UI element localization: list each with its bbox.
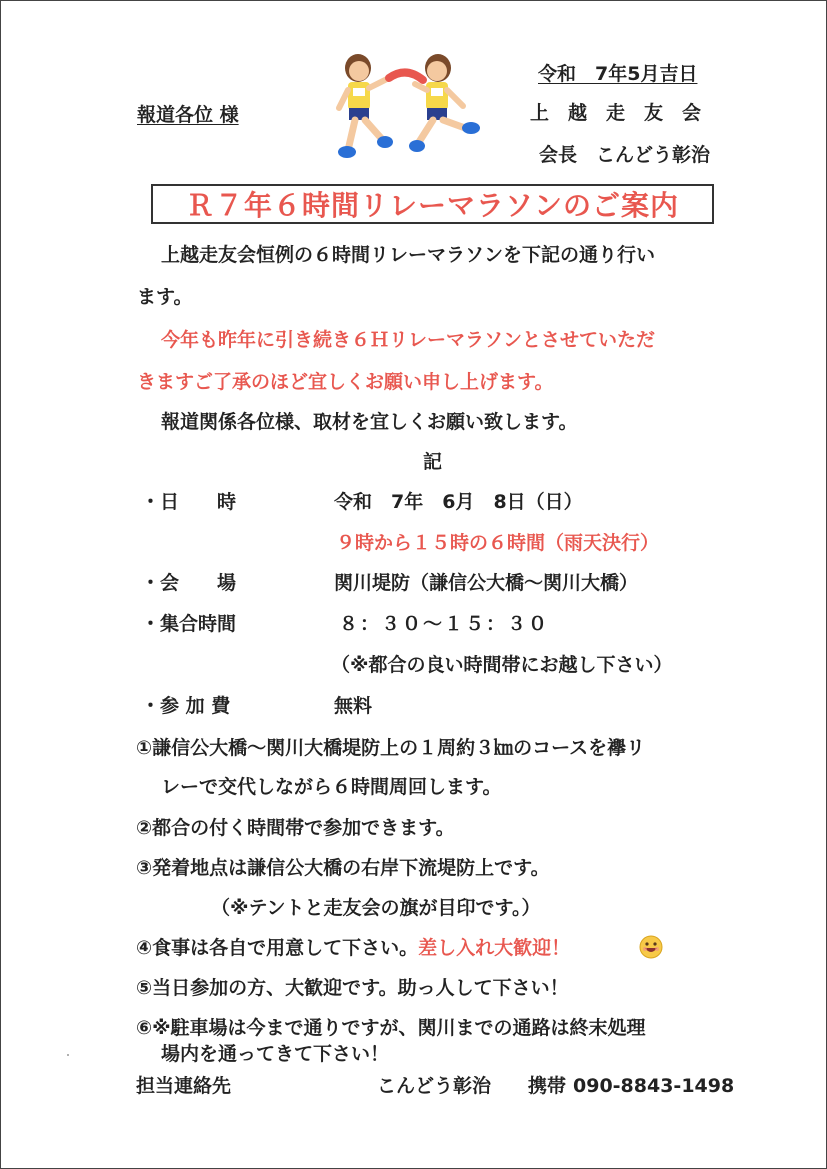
scan-speck — [67, 1054, 69, 1056]
date-value: 令和 7年 6月 8日（日） — [334, 491, 583, 513]
intro-red-line-1: 今年も昨年に引き続き６Ｈリレーマラソンとさせていただ — [161, 329, 656, 351]
contact-phone-label: 携帯 — [528, 1075, 567, 1097]
intro-line-1: 上越走友会恒例の６時間リレーマラソンを下記の通り行い — [161, 244, 656, 266]
recipient: 報道各位 様 — [137, 104, 239, 126]
venue-label: ・会 場 — [141, 572, 237, 594]
time-note: ９時から１５時の６時間（雨天決行） — [336, 532, 660, 554]
president-name: 会長 こんどう彰治 — [539, 144, 711, 166]
title-box — [151, 184, 714, 224]
fee-value: 無料 — [334, 695, 373, 717]
intro-line-2: ます。 — [137, 286, 193, 308]
note-4-red-text: 差し入れ大歓迎！ — [418, 937, 571, 959]
contact-name: こんどう彰治 — [377, 1075, 492, 1097]
note-3-sub: （※テントと走友会の旗が目印です。） — [211, 897, 541, 919]
document-title: Ｒ７年６時間リレーマラソンのご案内 — [185, 189, 679, 222]
date-label: ・日 時 — [141, 491, 237, 513]
note-2: ②都合の付く時間帯で参加できます。 — [136, 817, 455, 839]
relay-runners-illustration — [331, 46, 491, 181]
gather-value: ８：３０～１５：３０ — [339, 613, 550, 635]
note-3: ③発着地点は謙信公大橋の右岸下流堤防上です。 — [136, 857, 550, 879]
gather-label: ・集合時間 — [141, 613, 237, 635]
contact-phone: 090-8843-1498 — [573, 1075, 735, 1097]
contact-label: 担当連絡先 — [136, 1075, 232, 1097]
grinning-face-emoji-icon — [638, 934, 664, 960]
note-1-line-1: ①謙信公大橋～関川大橋堤防上の１周約３㎞のコースを襷リ — [136, 737, 646, 759]
issue-date: 令和 7年5月吉日 — [538, 63, 698, 85]
intro-red-line-2: きますご了承のほど宜しくお願い申し上げます。 — [137, 371, 554, 393]
note-5: ⑤当日参加の方、大歓迎です。助っ人して下さい！ — [136, 977, 569, 999]
note-4-text: ④食事は各自で用意して下さい。 — [136, 937, 419, 959]
note-6-line-1: ⑥※駐車場は今まで通りですが、関川までの通路は終末処理 — [136, 1017, 646, 1039]
organization-name: 上 越 走 友 会 — [530, 102, 702, 124]
note-4 — [136, 937, 570, 959]
venue-value: 関川堤防（謙信公大橋～関川大橋） — [334, 572, 639, 594]
note-6-line-2: 場内を通ってきて下さい！ — [161, 1043, 390, 1065]
note-1-line-2: レーで交代しながら６時間周回します。 — [161, 776, 502, 798]
ki-heading: 記 — [423, 451, 443, 473]
fee-label: ・参 加 費 — [141, 695, 231, 717]
gather-note: （※都合の良い時間帯にお越し下さい） — [331, 654, 673, 676]
intro-line-3: 報道関係各位様、取材を宜しくお願い致します。 — [161, 411, 578, 433]
